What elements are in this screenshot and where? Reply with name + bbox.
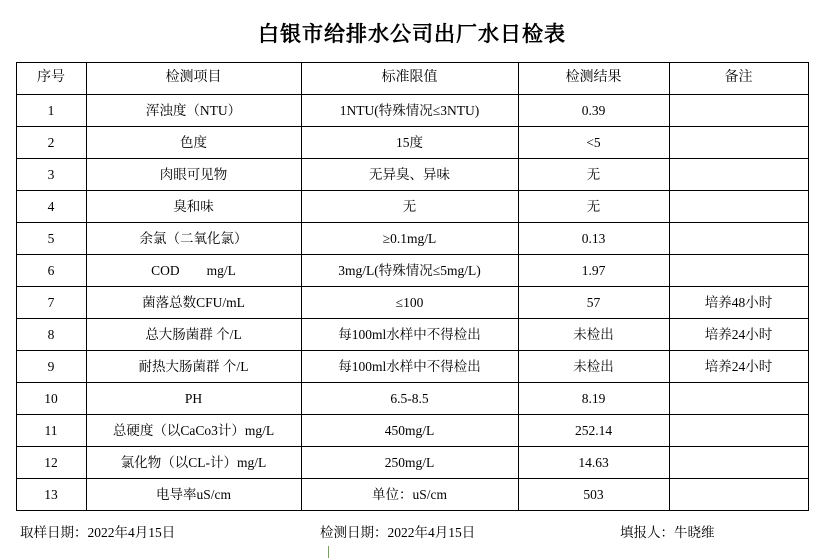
cell-note: 培养24小时: [669, 351, 808, 383]
cell-note: [669, 415, 808, 447]
cell-no: 10: [16, 383, 86, 415]
cell-note: [669, 127, 808, 159]
sampling-date: 取样日期：2022年4月15日: [20, 525, 176, 540]
table-row: [16, 127, 808, 159]
cell-no: 6: [16, 255, 86, 287]
cell-note: [669, 479, 808, 511]
water-quality-table: [16, 62, 809, 511]
cell-result: 未检出: [518, 319, 669, 351]
table-row: [16, 415, 808, 447]
cell-limit: 450mg/L: [301, 415, 518, 447]
cell-no: 13: [16, 479, 86, 511]
cell-result: 14.63: [518, 447, 669, 479]
table-row: [16, 383, 808, 415]
cell-item: 肉眼可见物: [86, 159, 301, 191]
table-row: [16, 223, 808, 255]
cell-no: 8: [16, 319, 86, 351]
cell-limit: ≥0.1mg/L: [301, 223, 518, 255]
cell-limit: 15度: [301, 127, 518, 159]
table-header-row: [16, 63, 808, 95]
cell-item: 总硬度（以CaCo3计）mg/L: [86, 415, 301, 447]
cell-note: [669, 95, 808, 127]
table-row: [16, 95, 808, 127]
cell-no: 5: [16, 223, 86, 255]
cell-result: 无: [518, 191, 669, 223]
cell-item: PH: [86, 383, 301, 415]
cell-limit: 250mg/L: [301, 447, 518, 479]
page-title: 白银市给排水公司出厂水日检表: [258, 22, 566, 46]
table-row: [16, 319, 808, 351]
table-body: [16, 95, 808, 511]
cell-no: 11: [16, 415, 86, 447]
column-header-limit: 标准限值: [301, 63, 518, 95]
table-header: [16, 63, 808, 95]
column-header-note: 备注: [669, 63, 808, 95]
table-row: [16, 447, 808, 479]
column-header-item: 检测项目: [86, 63, 301, 95]
column-header-result: 检测结果: [518, 63, 669, 95]
cell-limit: 3mg/L(特殊情况≤5mg/L): [301, 255, 518, 287]
table-row: [16, 255, 808, 287]
cell-no: 3: [16, 159, 86, 191]
cell-item: COD mg/L: [86, 255, 301, 287]
footer: [16, 511, 808, 541]
cell-result: 57: [518, 287, 669, 319]
cell-result: 1.97: [518, 255, 669, 287]
cell-limit: 单位：uS/cm: [301, 479, 518, 511]
cell-limit: 无异臭、异味: [301, 159, 518, 191]
table-row: [16, 351, 808, 383]
cell-result: 0.39: [518, 95, 669, 127]
cell-no: 1: [16, 95, 86, 127]
cell-note: [669, 223, 808, 255]
table-row: [16, 287, 808, 319]
testing-date: 检测日期：2022年4月15日: [320, 525, 476, 540]
cell-item: 余氯（二氧化氯）: [86, 223, 301, 255]
column-header-no: 序号: [16, 63, 86, 95]
cell-no: 9: [16, 351, 86, 383]
cell-limit: 每100ml水样中不得检出: [301, 351, 518, 383]
cell-note: [669, 383, 808, 415]
cell-item: 电导率uS/cm: [86, 479, 301, 511]
cell-note: 培养24小时: [669, 319, 808, 351]
cell-item: 氯化物（以CL-计）mg/L: [86, 447, 301, 479]
cell-result: 未检出: [518, 351, 669, 383]
cell-note: [669, 159, 808, 191]
cell-result: <5: [518, 127, 669, 159]
table-row: [16, 191, 808, 223]
cell-item: 菌落总数CFU/mL: [86, 287, 301, 319]
cell-item: 臭和味: [86, 191, 301, 223]
page-fold-mark: [328, 546, 329, 558]
cell-item: 耐热大肠菌群 个/L: [86, 351, 301, 383]
cell-limit: 每100ml水样中不得检出: [301, 319, 518, 351]
cell-result: 252.14: [518, 415, 669, 447]
cell-no: 12: [16, 447, 86, 479]
cell-result: 503: [518, 479, 669, 511]
cell-note: 培养48小时: [669, 287, 808, 319]
cell-note: [669, 255, 808, 287]
cell-result: 0.13: [518, 223, 669, 255]
cell-item: 浑浊度（NTU）: [86, 95, 301, 127]
cell-limit: 无: [301, 191, 518, 223]
cell-item: 总大肠菌群 个/L: [86, 319, 301, 351]
table-row: [16, 159, 808, 191]
cell-limit: ≤100: [301, 287, 518, 319]
cell-item: 色度: [86, 127, 301, 159]
cell-limit: 6.5-8.5: [301, 383, 518, 415]
reporter-name: 填报人：牛晓维: [620, 525, 715, 540]
cell-no: 2: [16, 127, 86, 159]
cell-note: [669, 191, 808, 223]
table-row: [16, 479, 808, 511]
cell-result: 8.19: [518, 383, 669, 415]
cell-result: 无: [518, 159, 669, 191]
cell-limit: 1NTU(特殊情况≤3NTU): [301, 95, 518, 127]
cell-no: 7: [16, 287, 86, 319]
cell-no: 4: [16, 191, 86, 223]
cell-note: [669, 447, 808, 479]
